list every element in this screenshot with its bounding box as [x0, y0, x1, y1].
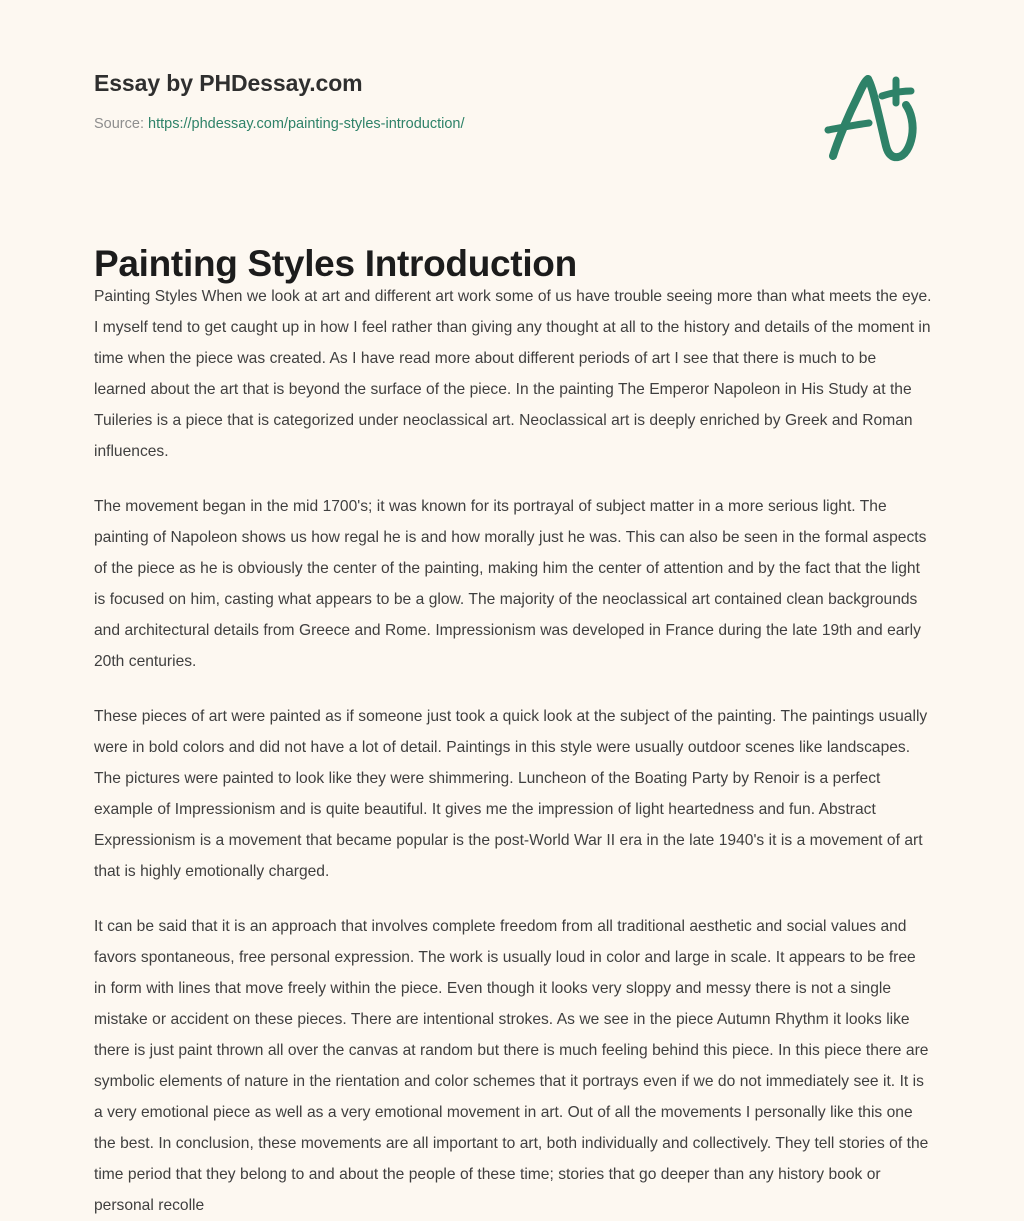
page-title: Painting Styles Introduction: [94, 242, 577, 284]
paragraph: These pieces of art were painted as if someone just took a quick look at the subject of the painting. The paintings usually were in bold colors and did not have a lot of detail. Paintings in this style were usually outdoor scenes like landscapes. The pictures were painted to look like they were shimmering. Luncheon of the Boating Party by Renoir is a perfect example of Impressionism and is quite beautiful. It gives me the impression of light heartedness and fun. Abstract Expressionism is a movement that became popular is the post-World War II era in the late 1940's it is a movement of art that is highly emotionally charged.: [94, 708, 928, 880]
page-header: [94, 68, 930, 134]
aplus-logo-icon: [812, 68, 930, 168]
paragraph: It can be said that it is an approach that involves complete freedom from all traditional aesthetic and social values and favors spontaneous, free personal expression. The work is usually loud in color and large in scale. It appears to be free in form with lines that move freely within the piece. Even though it looks very sloppy and messy there is not a single mistake or accident on these pieces. There are intentional strokes. As we see in the piece Autumn Rhythm it looks like there is just paint thrown all over the canvas at random but there is much feeling behind this piece. In this piece there are symbolic elements of nature in the rientation and color schemes that it portrays even if we do not immediately see it. It is a very emotional piece as well as a very emotional movement in art. Out of all the movements I personally like this one the best. In conclusion, these movements are all important to art, both individually and collectively. They tell stories of the time period that they belong to and about the people of these time; stories that go deeper than any history book or personal recolle: [94, 918, 929, 1214]
source-label: Source:: [94, 116, 144, 132]
paragraph: Painting Styles When we look at art and different art work some of us have trouble seeing more than what meets the eye. I myself tend to get caught up in how I feel rather than giving any thought at all to the history and details of the moment in time when the piece was created. As I have read more about different periods of art I see that there is much to be learned about the art that is beyond the surface of the piece. In the painting The Emperor Napoleon in His Study at the Tuileries is a piece that is categorized under neoclassical art. Neoclassical art is deeply enriched by Greek and Roman influences.: [94, 288, 932, 460]
source-line: [94, 114, 930, 134]
paragraph: The movement began in the mid 1700's; it was known for its portrayal of subject matter in a more serious light. The painting of Napoleon shows us how regal he is and how morally just he was. This can also be seen in the formal aspects of the piece as he is obviously the center of the painting, making him the center of attention and by the fact that the light is focused on him, casting what appears to be a glow. The majority of the neoclassical art contained clean backgrounds and architectural details from Greece and Rome. Impressionism was developed in France during the late 19th and early 20th centuries.: [94, 498, 927, 670]
essay-body: [94, 281, 932, 1221]
source-url-link[interactable]: https://phdessay.com/painting-styles-introduction/: [148, 116, 465, 132]
aplus-logo: [812, 68, 930, 168]
brand-attribution: Essay by PHDessay.com: [94, 70, 363, 96]
